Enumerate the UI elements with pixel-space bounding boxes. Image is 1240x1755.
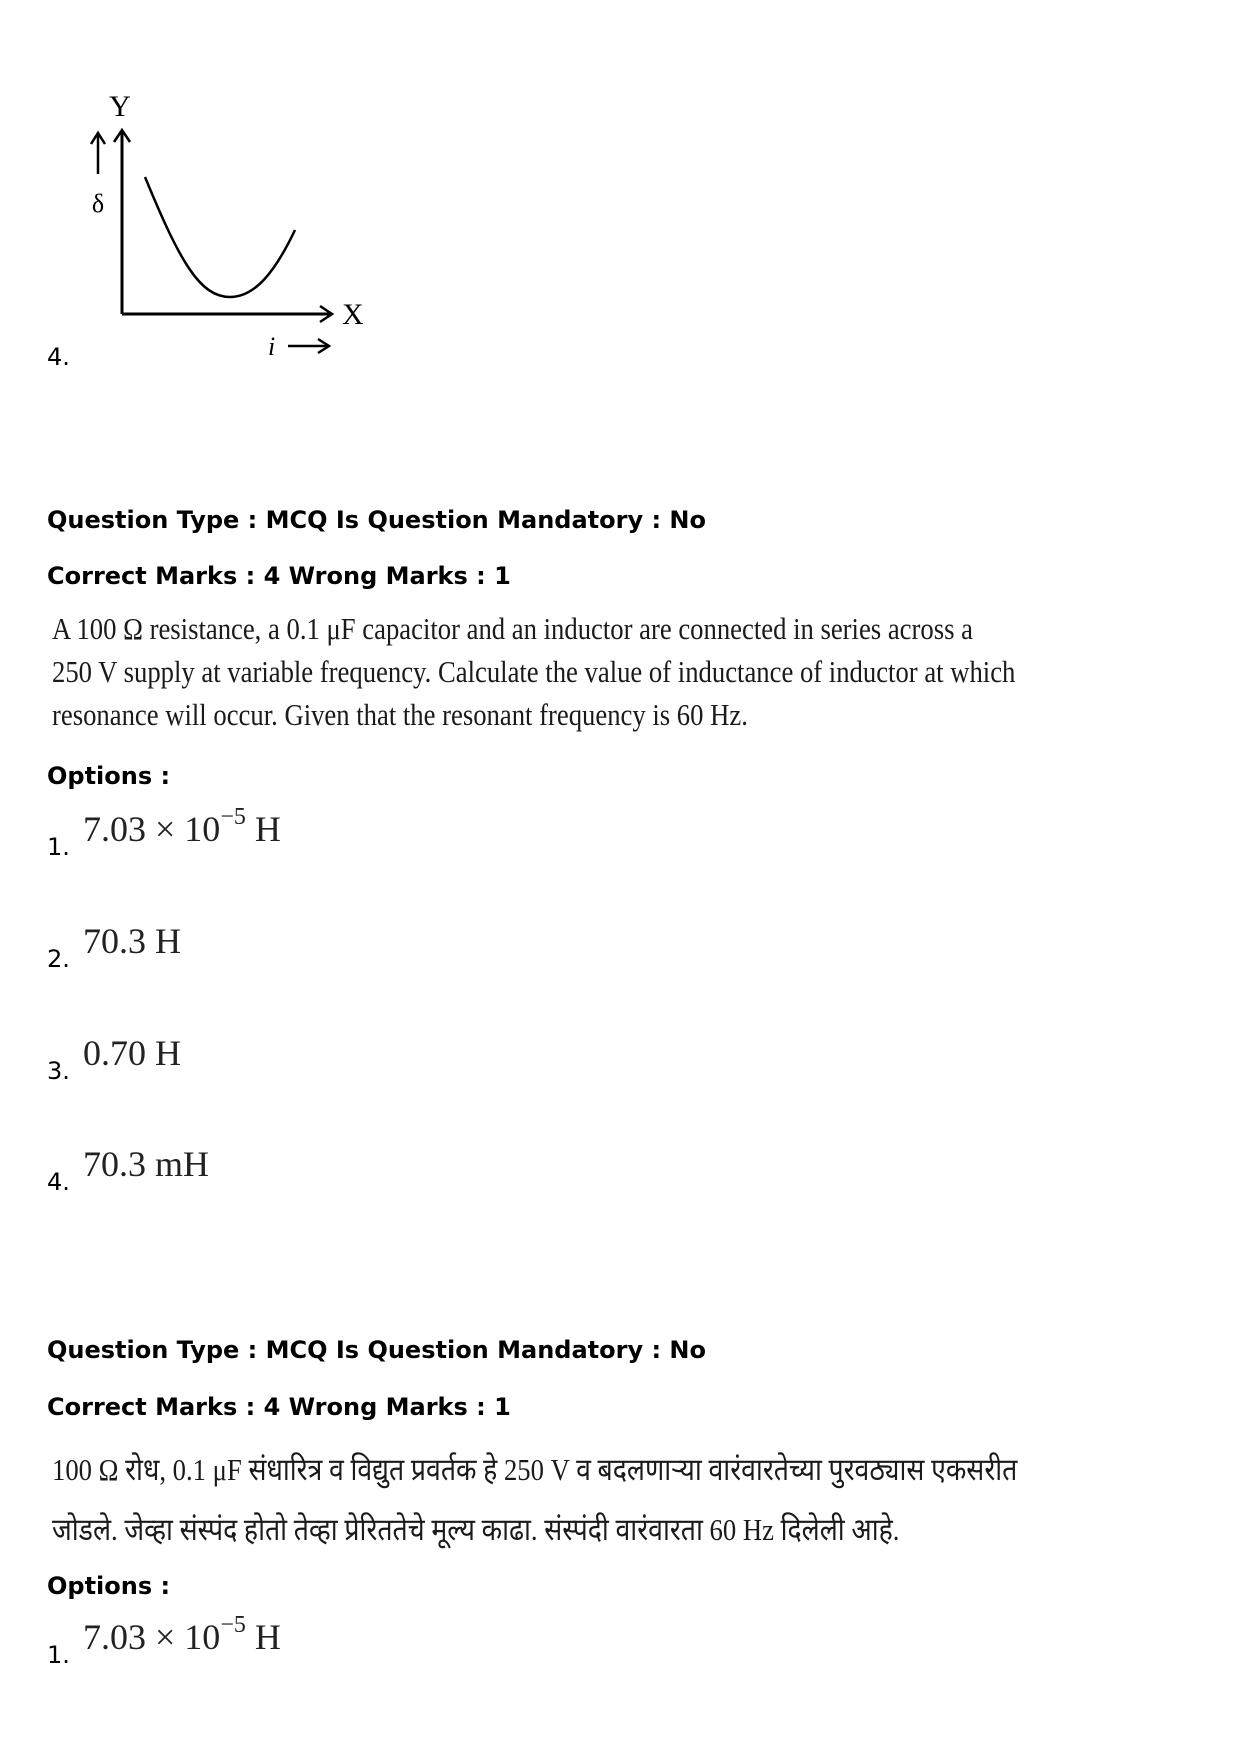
options-label: Options :: [47, 1572, 171, 1600]
option-number: 3.: [47, 1057, 70, 1085]
option-2-value: 70.3 H: [83, 921, 181, 961]
question-type-line: Question Type : MCQ Is Question Mandatory : No: [47, 506, 706, 534]
question-text-line: जोडले. जेव्हा संस्पंद होतो तेव्हा प्रेरिततेचे मूल्य काढा. संस्पंदी वारंवारता 60 Hz दिलेली आहे.: [52, 1512, 900, 1547]
option-number: 4.: [47, 1168, 70, 1196]
question-text-line: A 100 Ω resistance, a 0.1 μF capacitor and an inductor are connected in series across a: [52, 611, 973, 646]
option-3-value: 0.70 H: [83, 1033, 181, 1073]
question-text-line: resonance will occur. Given that the resonant frequency is 60 Hz.: [52, 697, 748, 732]
option-number: 1.: [47, 1641, 70, 1669]
option-4-value: 70.3 mH: [83, 1144, 209, 1184]
question-text-line: 100 Ω रोध, 0.1 μF संधारित्र व विद्युत प्रवर्तक हे 250 V व बदलणाऱ्या वारंवारतेच्या पुरवठ्यास एकसरीत: [52, 1452, 1018, 1487]
curve: [145, 177, 295, 297]
question-text-line: 250 V supply at variable frequency. Calculate the value of inductance of inductor at which: [52, 654, 1016, 689]
option-number: 4.: [47, 343, 70, 371]
question-text: [52, 607, 1015, 736]
delta-vs-i-graph: [70, 92, 390, 372]
i-label: i: [268, 332, 276, 361]
question-marks-line: Correct Marks : 4 Wrong Marks : 1: [47, 562, 511, 590]
option-number: 2.: [47, 945, 70, 973]
option-1-value: $7.03 \times 10^{-5}$ H: [83, 1612, 281, 1657]
question-type-line: Question Type : MCQ Is Question Mandatory : No: [47, 1336, 706, 1364]
option-number: 1.: [47, 833, 70, 861]
question-text: [52, 1440, 1017, 1560]
option-1-value: $7.03 \times 10^{-5}$ H: [83, 804, 281, 849]
options-label: Options :: [47, 762, 171, 790]
question-marks-line: Correct Marks : 4 Wrong Marks : 1: [47, 1393, 511, 1421]
x-axis-label: X: [342, 298, 364, 331]
y-axis-label: Y: [109, 92, 131, 123]
delta-label: δ: [91, 189, 105, 218]
